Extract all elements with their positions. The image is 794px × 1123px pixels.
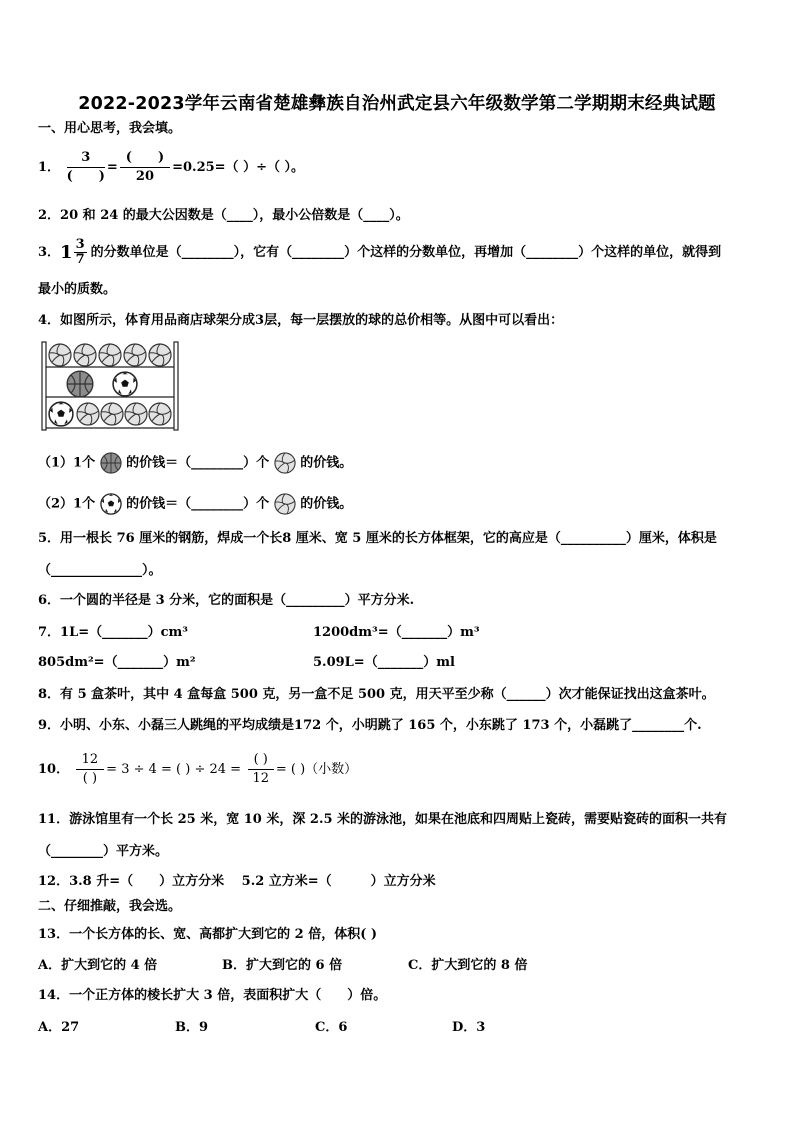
fraction-denominator: 7 (75, 252, 85, 267)
question-number: 10． (38, 762, 70, 777)
question-4: 4．如图所示，体育用品商店球架分成3层，每一层摆放的球的总价相等。从图中可以看出： (38, 313, 564, 328)
basketball-icon (100, 452, 122, 474)
mixed-number-whole: 1 (60, 241, 73, 263)
question-8: 8．有 5 盒茶叶，其中 4 盒每盒 500 克，另一盒不足 500 克，用天平至少称（______）次才能保证找出这盒茶叶。 (38, 687, 715, 702)
fraction-denominator: 20 (135, 169, 154, 184)
section-heading-1: 一、用心思考，我会填。 (38, 121, 182, 136)
volleyball-icon (125, 403, 147, 425)
question-text: 的价钱。 (300, 496, 353, 512)
basketball-icon (67, 371, 93, 397)
volleyball-icon (74, 344, 96, 366)
volleyball-icon (49, 344, 71, 366)
fraction-numerator: 3 (75, 237, 85, 252)
fraction-numerator: ( ) (120, 150, 170, 168)
football-icon (100, 493, 122, 515)
football-icon (113, 372, 137, 396)
question-12: 12．3.8 升=（ ）立方分米 5.2 立方米=（ ）立方分米 (38, 874, 436, 889)
question-9: 9．小明、小东、小磊三人跳绳的平均成绩是172 个，小明跳了 165 个，小东跳了 173 个，小磊跳了________个. (38, 718, 702, 733)
question-14: 14．一个正方体的棱长扩大 3 倍，表面积扩大（ ）倍。 (38, 988, 387, 1003)
fraction (74, 238, 87, 267)
question-11: 11．游泳馆里有一个长 25 米，宽 10 米，深 2.5 米的游泳池，如果在池底和四周贴上瓷砖，需要贴瓷砖的面积一共有 (38, 812, 728, 827)
option-c: C．6 (315, 1020, 348, 1035)
question-number: 1． (38, 160, 61, 175)
question-text: （2）1个 (38, 496, 96, 512)
fraction (120, 150, 170, 185)
question-10 (38, 752, 357, 787)
question-11-continued: （________）平方米。 (38, 844, 169, 859)
rack-right-post (174, 342, 178, 430)
fraction-denominator: ( ) (66, 169, 105, 184)
question-1 (38, 150, 304, 185)
question-5: 5．用一根长 76 厘米的钢筋，焊成一个长8 厘米、宽 5 厘米的长方体框架，它的高应是（__________）厘米，体积是 (38, 531, 717, 546)
football-icon (49, 402, 73, 426)
question-5-continued: （______________）。 (38, 563, 162, 578)
ball-rack-figure (40, 340, 180, 432)
volleyball-icon (124, 344, 146, 366)
question-text: = ( )（小数） (275, 762, 358, 777)
fraction-numerator: 3 (67, 150, 105, 168)
fraction (248, 752, 274, 787)
volleyball-icon (274, 452, 296, 474)
question-7-part-b: 1200dm³=（_______）m³ (313, 625, 480, 640)
volleyball-icon (149, 403, 171, 425)
question-6: 6．一个圆的半径是 3 分米，它的面积是（_________）平方分米. (38, 593, 415, 608)
volleyball-icon (77, 403, 99, 425)
volleyball-icon (101, 403, 123, 425)
question-text: = 3 ÷ 4 = ( ) ÷ 24 = (106, 762, 242, 777)
question-4-part-2 (38, 493, 352, 515)
question-3 (38, 238, 721, 267)
option-b: B．9 (175, 1020, 209, 1035)
option-c: C．扩大到它的 8 倍 (408, 958, 528, 973)
option-d: D．3 (452, 1020, 486, 1035)
equals-sign: = (106, 160, 118, 175)
question-7-part-c: 805dm²=（_______）m² (38, 655, 196, 670)
question-text: 的分数单位是（________），它有（________）个这样的分数单位，再增加（________）个这样的单位，就得到 (90, 245, 722, 260)
fraction (76, 752, 105, 787)
question-7-part-a: 7．1L=（_______）cm³ (38, 625, 188, 640)
question-text: 的价钱＝（________）个 (126, 496, 270, 512)
fraction-denominator: 12 (252, 771, 269, 786)
question-13: 13．一个长方体的长、宽、高都扩大到它的 2 倍，体积( ) (38, 927, 378, 942)
question-7-part-d: 5.09L=（_______）ml (313, 655, 455, 670)
fraction-numerator: 12 (76, 752, 105, 770)
question-text: （1）1个 (38, 455, 96, 471)
option-a: A．27 (38, 1020, 80, 1035)
fraction (67, 150, 105, 185)
rack-left-post (42, 342, 46, 430)
question-4-part-1 (38, 452, 352, 474)
option-b: B．扩大到它的 6 倍 (222, 958, 343, 973)
fraction-numerator: ( ) (248, 752, 274, 770)
section-heading-2: 二、仔细推敲，我会选。 (38, 899, 182, 914)
question-text: 的价钱。 (300, 455, 353, 471)
volleyball-icon (99, 344, 121, 366)
volleyball-icon (274, 493, 296, 515)
question-number: 3． (38, 245, 61, 260)
option-a: A．扩大到它的 4 倍 (38, 958, 158, 973)
fraction-denominator: ( ) (82, 771, 98, 786)
question-text: 的价钱＝（________）个 (126, 455, 270, 471)
question-3-continued: 最小的质数。 (38, 282, 117, 297)
question-text: =0.25=（ ）÷（ ）。 (172, 160, 305, 175)
page-title: 2022-2023学年云南省楚雄彝族自治州武定县六年级数学第二学期期末经典试题 (78, 94, 716, 114)
question-2: 2．20 和 24 的最大公因数是（____），最小公倍数是（____）。 (38, 208, 409, 223)
volleyball-icon (149, 344, 171, 366)
